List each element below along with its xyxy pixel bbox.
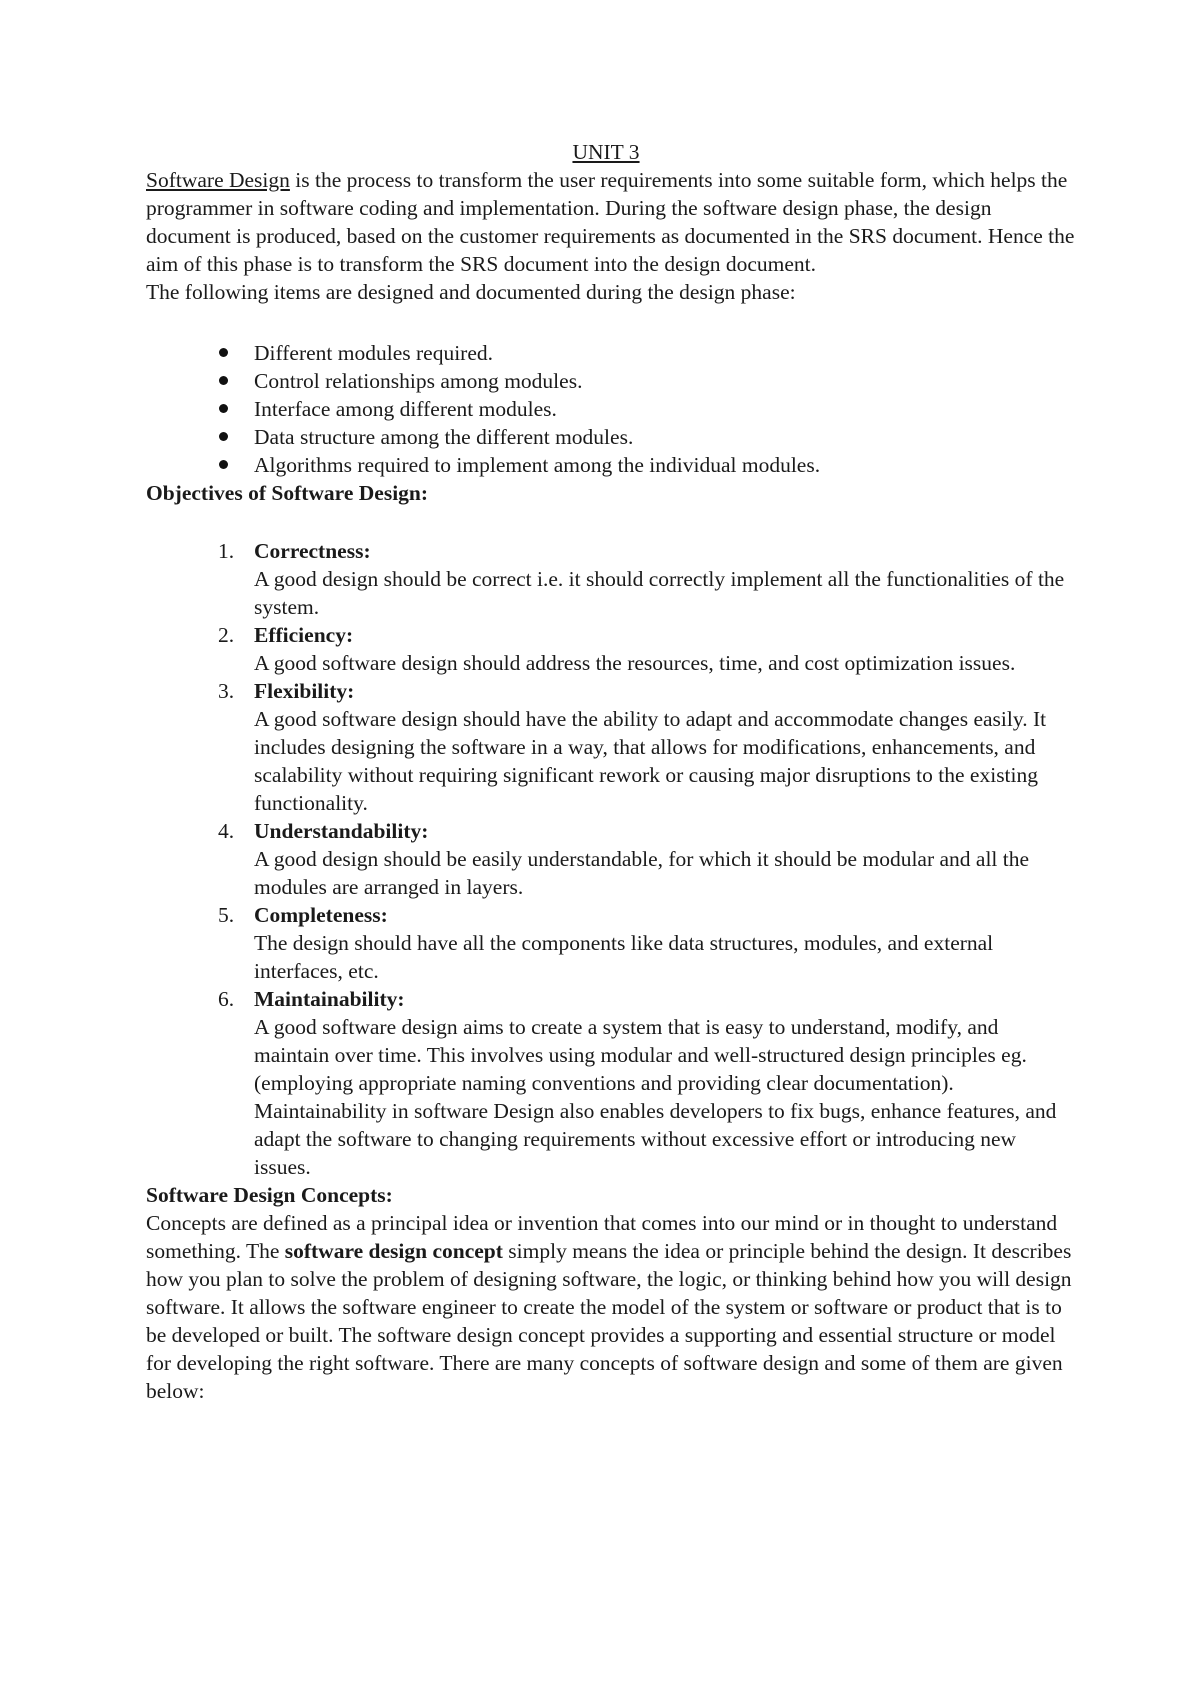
objective-body: A good software design should address the resources, time, and cost optimization issues. [254,651,1016,675]
list-item: Different modules required. [254,339,1076,367]
list-item: Algorithms required to implement among the individual modules. [254,451,1076,479]
objectives-list [146,537,1076,1181]
objective-head: Maintainability: [254,987,405,1011]
objective-head: Understandability: [254,819,429,843]
list-item: Interface among different modules. [254,395,1076,423]
objective-item [218,677,1076,817]
spacer [146,507,1076,537]
list-item: Data structure among the different modules. [254,423,1076,451]
bullet-icon [219,404,228,413]
objective-item [218,901,1076,985]
objectives-heading: Objectives of Software Design: [146,481,429,505]
concepts-paragraph: Concepts are defined as a principal idea or invention that comes into our mind or in thought to understand something. The software design concept simply means the idea or principle behind the design. It describes how you plan to solve the problem of designing software, the logic, or thinking behind how you will design software. It allows the software engineer to create the model of the system or software or product that is to be developed or built. The software design concept provides a supporting and essential structure or model for developing the right software. There are many concepts of software design and some of them are given below: [146,1211,1072,1403]
objective-head: Completeness: [254,903,388,927]
objective-head: Correctness: [254,539,371,563]
objective-item [218,621,1076,677]
objective-body: A good software design should have the ability to adapt and accommodate changes easily. It includes designing the software in a way, that allows for modifications, enhancements, and scalability without requiring significant rework or causing major disruptions to the existing functionality. [254,707,1047,815]
page-title: UNIT 3 [572,140,640,164]
objective-number: 1. [218,539,235,563]
objective-body: The design should have all the components like data structures, modules, and external interfaces, etc. [254,931,994,983]
objective-number: 4. [218,819,235,843]
items-intro: The following items are designed and documented during the design phase: [146,280,796,304]
design-items-list [146,339,1076,479]
bullet-icon [219,376,228,385]
intro-term: Software Design [146,168,290,192]
objective-item [218,985,1076,1181]
objective-head: Flexibility: [254,679,355,703]
spacer [146,306,1076,339]
bullet-icon [219,348,228,357]
bullet-icon [219,460,228,469]
concepts-bold-term: software design concept [284,1239,503,1263]
objective-head: Efficiency: [254,623,354,647]
objective-number: 6. [218,987,235,1011]
bullet-icon [219,432,228,441]
objective-body: A good design should be easily understandable, for which it should be modular and all the modules are arranged in layers. [254,847,1030,899]
intro-text: is the process to transform the user requirements into some suitable form, which helps the programmer in software coding and implementation. During the software design phase, the design document is produced, based on the customer requirements as documented in the SRS document. Hence the aim of this phase is to transform the SRS document into the design document. [146,168,1075,276]
concepts-heading: Software Design Concepts: [146,1183,393,1207]
objective-body: A good software design aims to create a system that is easy to understand, modify, and maintain over time. This involves using modular and well-structured design principles eg.(employing appropriate naming conventions and providing clear documentation). Maintainability in software Design also enables developers to fix bugs, enhance features, and adapt the software to changing requirements without excessive effort or introducing new issues. [254,1015,1057,1179]
intro-paragraph [146,166,1076,278]
document-page [146,138,1076,1405]
objective-number: 3. [218,679,235,703]
objective-item [218,537,1076,621]
list-item: Control relationships among modules. [254,367,1076,395]
objective-number: 2. [218,623,235,647]
objective-body: A good design should be correct i.e. it should correctly implement all the functionalities of the system. [254,567,1065,619]
objective-item [218,817,1076,901]
objective-number: 5. [218,903,235,927]
